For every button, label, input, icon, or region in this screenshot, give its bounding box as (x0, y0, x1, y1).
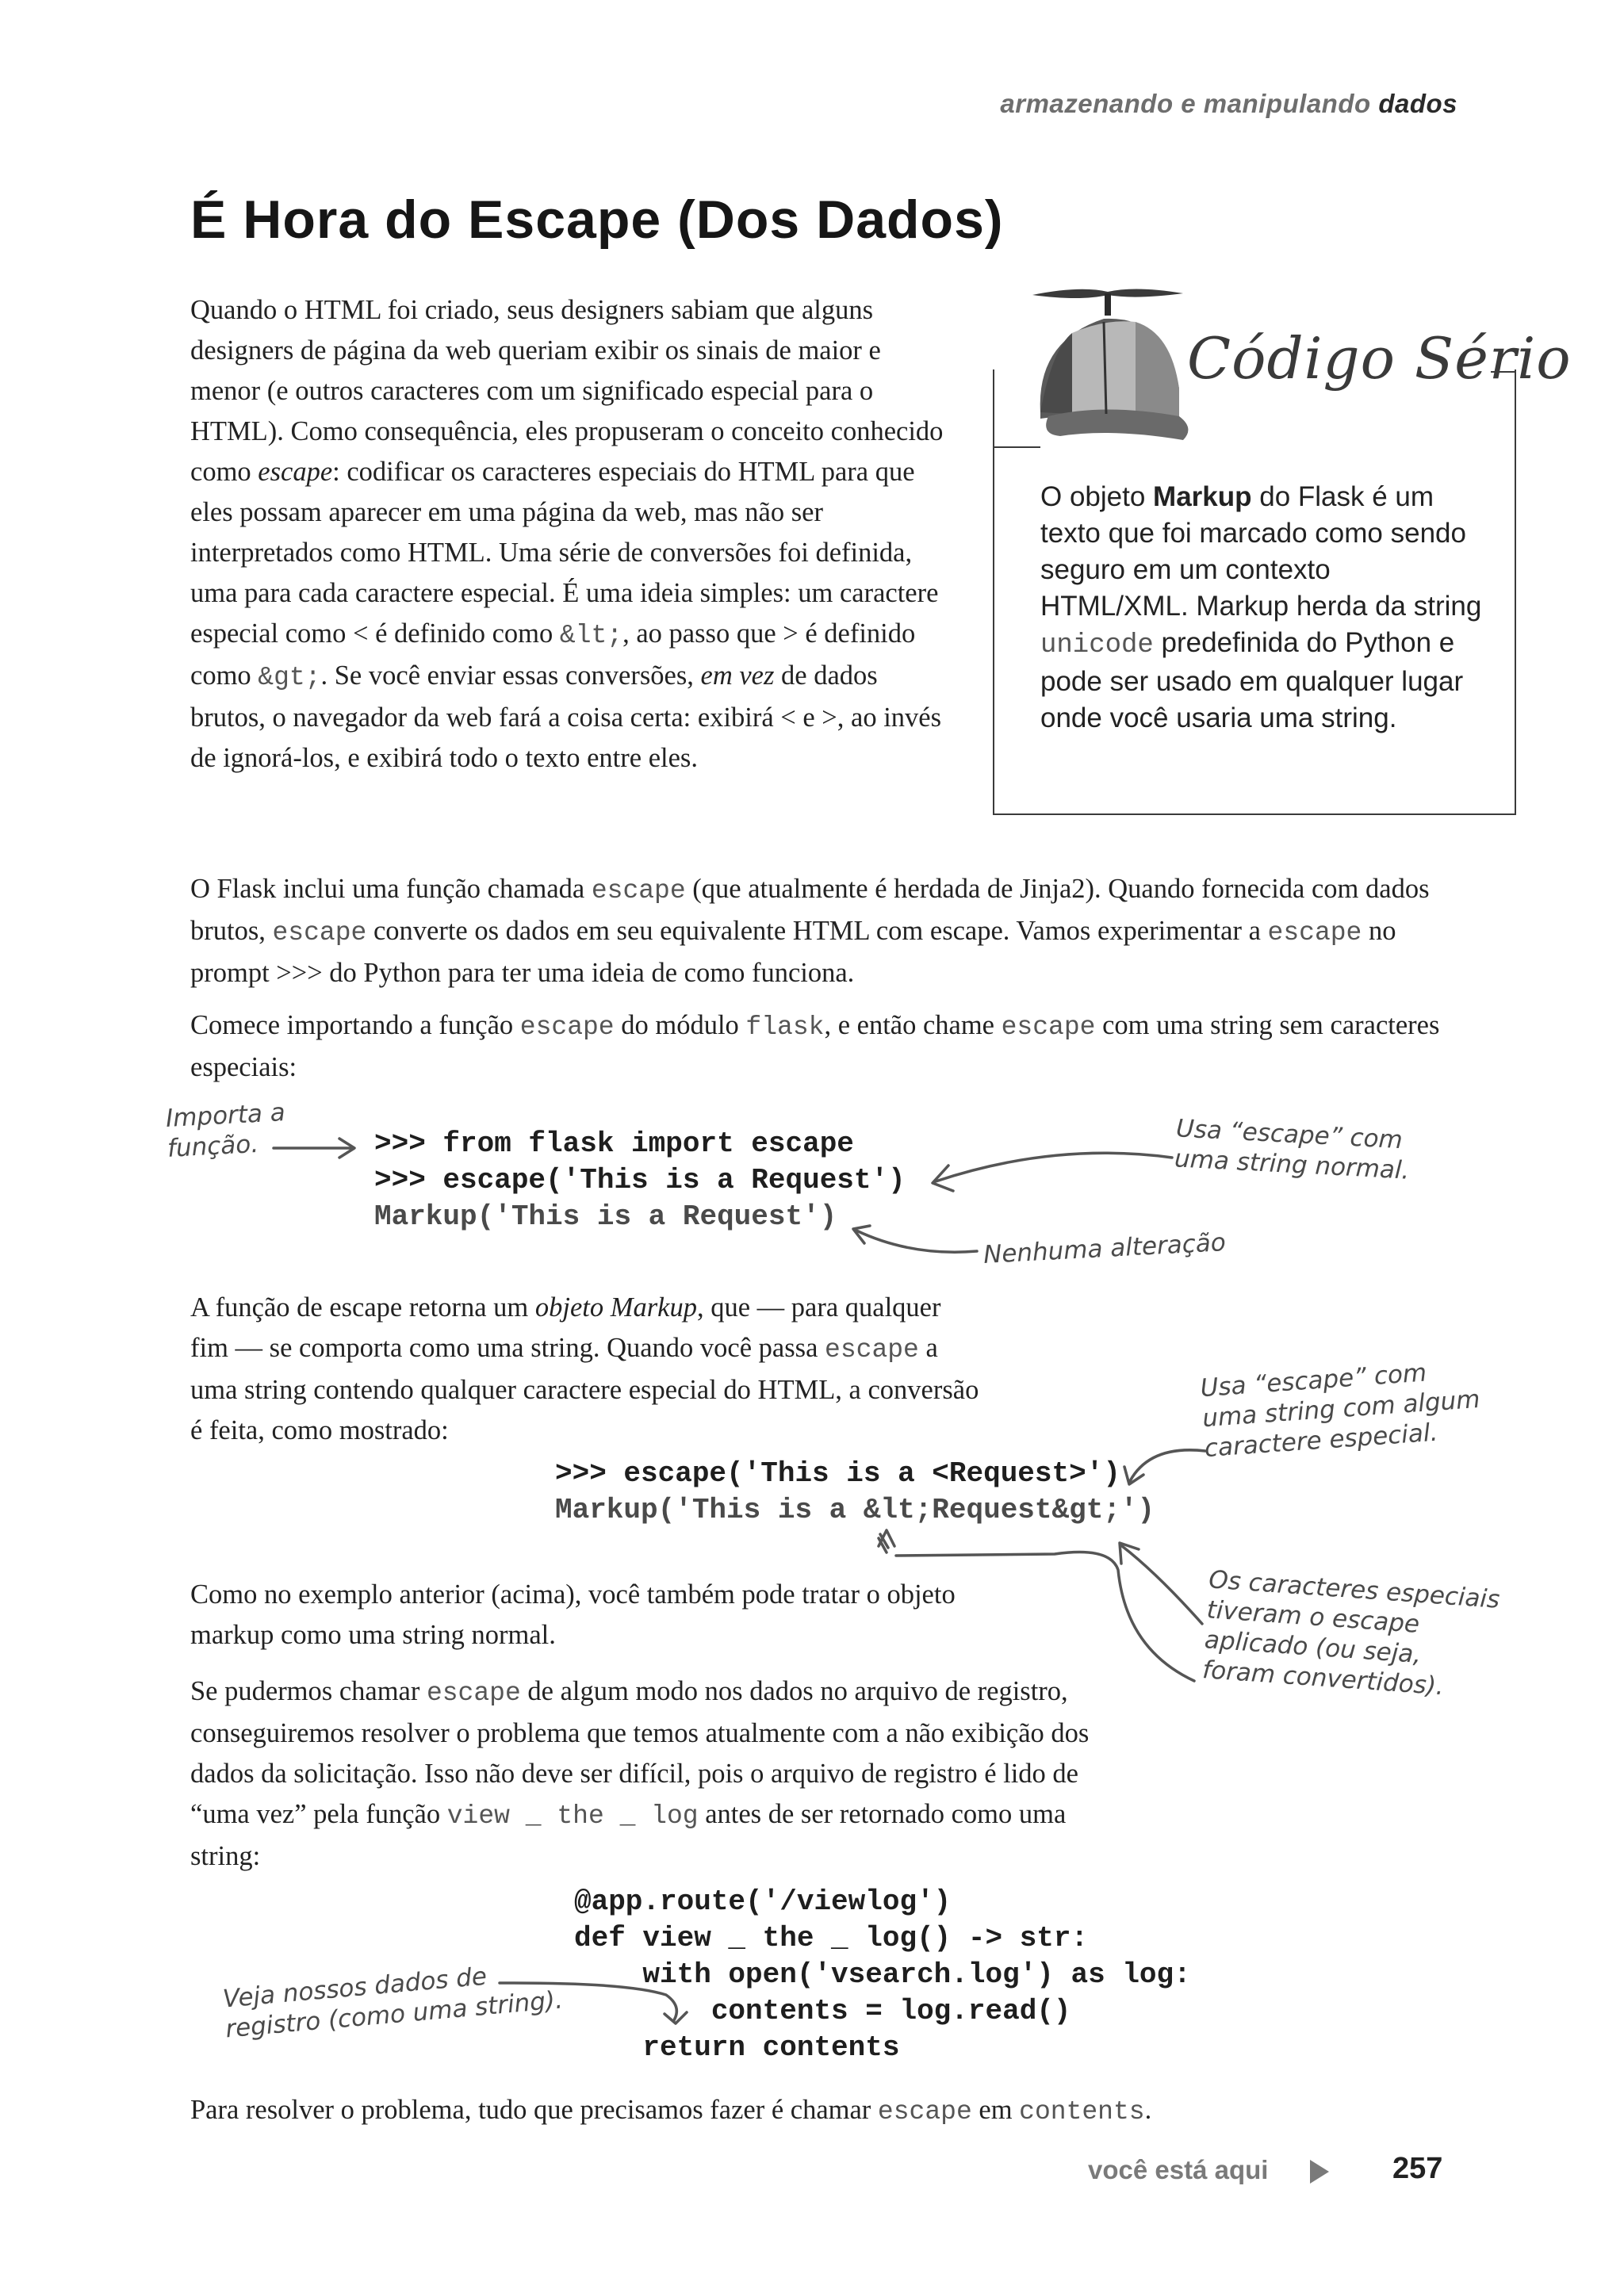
intro-paragraph (190, 290, 952, 779)
final-text-3: . (1144, 2095, 1152, 2125)
serious-markup-bold: Markup (1153, 481, 1252, 512)
final-text-2: em (971, 2095, 1020, 2125)
flask-code-1: escape (591, 876, 686, 905)
code-output-line: Markup('This is a &lt;Request&gt;') (555, 1494, 1155, 1526)
import-code-1: escape (519, 1013, 615, 1042)
flask-text-1: O Flask inclui uma função chamada (190, 874, 592, 904)
logfile-text-1: Se pudermos chamar (190, 1676, 427, 1706)
logfile-text-3: antes de ser retornado como uma string: (190, 1799, 1067, 1871)
arrowhead-converted-2 (879, 1530, 894, 1546)
intro-em-vez: em vez (700, 660, 775, 691)
page-number: 257 (1392, 2152, 1443, 2185)
intro-text-2: : codificar os caracteres especiais do HTML para que eles possam aparecer em uma página da web, mas não ser interpretados como HTML. Uma série de conversões foi definida, uma para cada caractere especial. É uma ideia simples: um caractere especial como < é definido como (190, 457, 939, 649)
running-header-bold: dados (1378, 89, 1457, 118)
code-block-special (555, 1456, 1155, 1529)
annotation-log-data: Veja nossos dados de registro (como uma string). (221, 1962, 565, 2044)
annotation-special-string: Usa “escape” com uma string com algum caractere especial. (1199, 1358, 1481, 1464)
code-line: >>> escape('This is a <Request>') (555, 1457, 1120, 1490)
final-code-1: escape (877, 2097, 972, 2126)
running-header-text: armazenando e manipulando (1000, 89, 1379, 118)
markup-em: objeto Markup (534, 1292, 697, 1323)
final-text-1: Para resolver o problema, tudo que precisamos fazer é chamar (190, 2095, 878, 2125)
flask-code-3: escape (1267, 918, 1362, 947)
import-text-3: , e então chame (824, 1010, 1002, 1040)
arrow-converted-1 (1122, 1546, 1202, 1624)
import-text-4: com uma string sem caracteres especiais: (190, 1010, 1440, 1082)
code-line: contents = log.read() (574, 1995, 1071, 2027)
serious-code-title: Código Sério (1187, 325, 1572, 392)
footer-you-are-here: você está aqui (1088, 2155, 1269, 2184)
logfile-paragraph (190, 1671, 1142, 1877)
annotation-import: Importa a função. (165, 1098, 286, 1163)
arrowhead-import (339, 1139, 354, 1158)
flask-text-4: no prompt >>> do Python para ter uma ideia de como funciona. (190, 916, 1396, 988)
serious-unicode-code: unicode (1040, 630, 1154, 660)
code-output-line: Markup('This is a Request') (374, 1200, 837, 1233)
markup-code-1: escape (825, 1335, 919, 1365)
annotation-normal-string: Usa “escape” com uma string normal. (1174, 1114, 1411, 1185)
code-line: with open('vsearch.log') as log: (574, 1958, 1191, 1991)
logfile-code-1: escape (426, 1679, 521, 1708)
intro-gt-code: &gt; (258, 663, 321, 692)
code-line: def view _ the _ log() -> str: (574, 1922, 1089, 1954)
markup-normal-paragraph: Como no exemplo anterior (acima), você também pode tratar o objeto markup como uma string normal. (190, 1579, 956, 1650)
import-text-2: do módulo (614, 1010, 746, 1040)
arrowhead-normal (933, 1166, 953, 1191)
arrowhead-converted-2-tail (879, 1534, 888, 1552)
running-header (1000, 89, 1457, 119)
markup-text-2: , que — para qualquer fim — se comporta como uma string. Quando você passa (190, 1292, 941, 1363)
annotation-converted: Os caracteres especiais tiveram o escape aplicado (ou seja, foram convertidos). (1201, 1565, 1501, 1702)
page-title: É Hora do Escape (Dos Dados) (190, 189, 1004, 250)
serious-text-1: O objeto (1040, 481, 1154, 512)
markup-paragraph (190, 1288, 983, 1451)
serious-text-2: do Flask é um texto que foi marcado como sendo seguro em um contexto HTML/XML. Markup herda da string (1040, 481, 1482, 622)
import-paragraph (190, 1005, 1459, 1088)
flask-code-2: escape (272, 918, 367, 947)
intro-text-1: Quando o HTML foi criado, seus designers sabiam que alguns designers de página da web queriam exibir os sinais de maior e menor (e outros caracteres com um significado especial para o HTML). Como consequência, eles propuseram o conceito conhecido como (190, 295, 944, 487)
propeller-hat-icon (1017, 278, 1199, 460)
arrow-normal (936, 1153, 1172, 1181)
code-line: @app.route('/viewlog') (574, 1885, 952, 1918)
code-block-viewlog (574, 1884, 1191, 2066)
final-code-2: contents (1019, 2097, 1145, 2126)
final-paragraph (190, 2090, 1538, 2132)
flask-paragraph (190, 869, 1459, 993)
import-text-1: Comece importando a função (190, 1010, 520, 1040)
play-triangle-icon (1310, 2160, 1329, 2184)
code-line: >>> escape('This is a Request') (374, 1164, 906, 1196)
import-code-2: flask (745, 1013, 825, 1042)
serious-code-text (1040, 479, 1484, 737)
code-line: >>> from flask import escape (374, 1127, 854, 1160)
flask-text-3: converte os dados em seu equivalente HTML com escape. Vamos experimentar a (366, 916, 1268, 946)
flask-text-2: (que atualmente é herdada de Jinja2). Quando fornecida com dados brutos, (190, 874, 1430, 946)
logfile-code-2: view _ the _ log (446, 1801, 699, 1831)
markup-text-1: A função de escape retorna um (190, 1292, 535, 1323)
markup-text-3: a uma string contendo qualquer caractere especial do HTML, a conversão é feita, como mostrado: (190, 1333, 979, 1445)
import-code-3: escape (1001, 1013, 1096, 1042)
intro-text-5: de dados brutos, o navegador da web fará a coisa certa: exibirá < e >, ao invés de ignorá-los, e exibirá todo o texto entre eles. (190, 660, 942, 773)
logfile-text-2: de algum modo nos dados no arquivo de registro, conseguiremos resolver o problema que temos atualmente com a não exibição dos dados da solicitação. Isso não deve ser difícil, pois o arquivo de registro é lido de “uma vez” pela função (190, 1676, 1090, 1829)
intro-lt-code: &lt; (559, 621, 623, 650)
arrowhead-converted-1 (1120, 1543, 1139, 1564)
intro-escape-word: escape (258, 457, 333, 487)
serious-text-3: predefinida do Python e pode ser usado em qualquer lugar onde você usaria uma string. (1040, 627, 1464, 733)
intro-text-3: , ao passo que > é definido como (190, 618, 916, 691)
intro-text-4: . Se você enviar essas conversões, (320, 660, 701, 691)
code-block-import (374, 1126, 906, 1235)
annotation-no-change: Nenhuma alteração (982, 1228, 1227, 1269)
code-line: return contents (574, 2031, 900, 2064)
